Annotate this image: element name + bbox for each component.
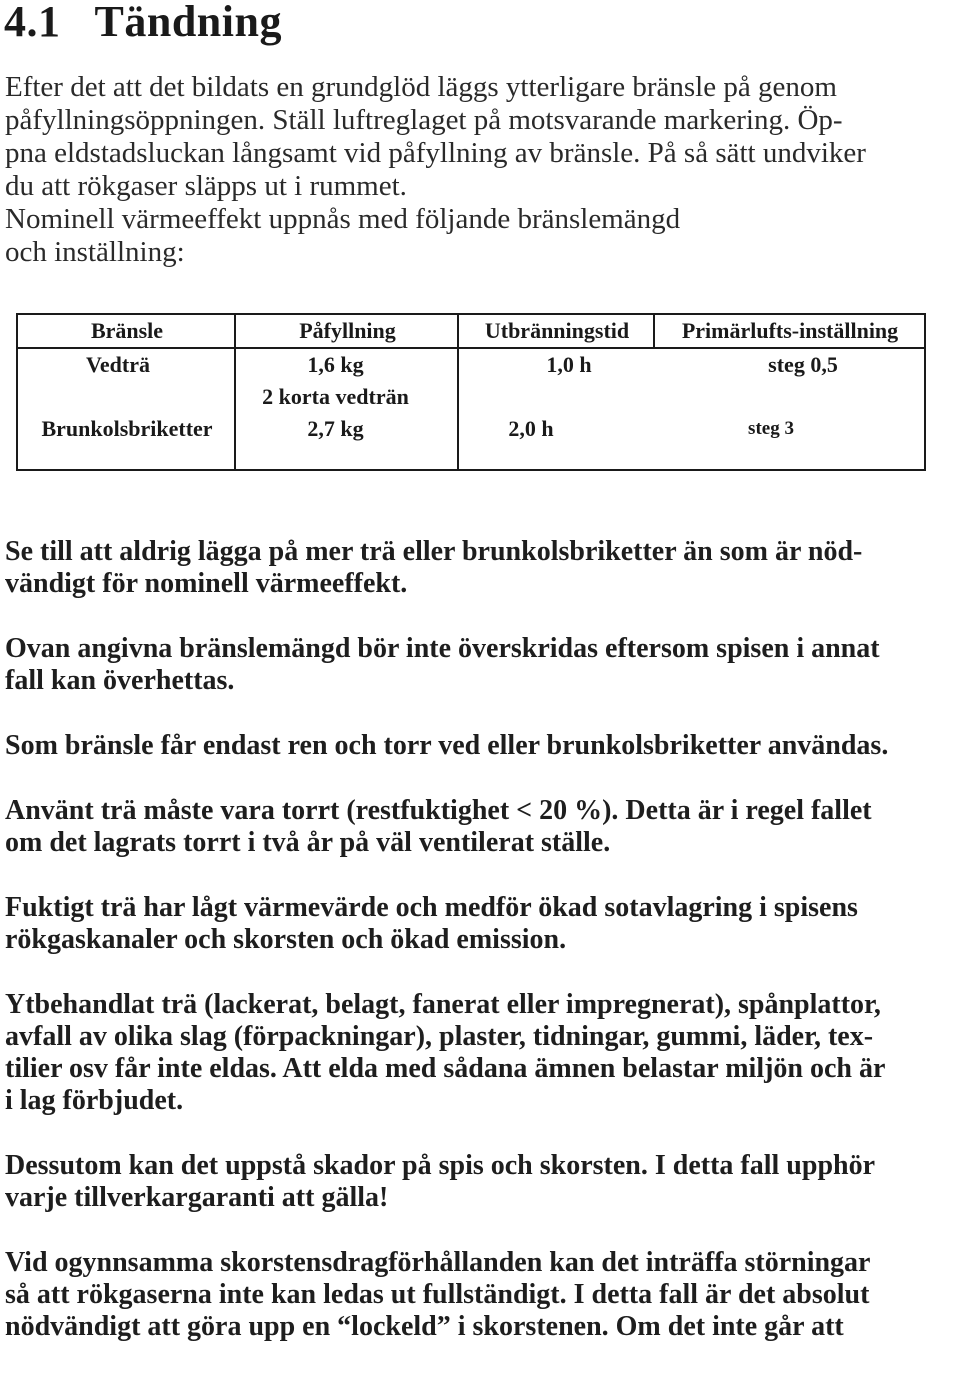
fuel-table: [16, 313, 926, 471]
section-title: Tändning: [94, 0, 282, 46]
intro-paragraph: [5, 71, 960, 269]
text-line: påfyllningsöppningen. Ställ luftreglaget på motsvarande markering. Öp-: [5, 104, 843, 136]
section-heading: [4, 0, 282, 44]
paragraph: [5, 633, 955, 697]
text-line: så att rökgaserna inte kan ledas ut fullständigt. I detta fall är det absolut: [5, 1279, 870, 1310]
text-line: pna eldstadsluckan långsamt vid påfyllning av bränsle. På så sätt undviker: [5, 137, 866, 169]
table-header-fuel: Bränsle: [90, 318, 164, 343]
table-cell-setting: steg 3: [748, 418, 794, 439]
table-header-divider: [18, 347, 924, 349]
text-line: fall kan överhettas.: [5, 665, 235, 696]
section-number: 4.1: [4, 0, 61, 46]
paragraph: [5, 892, 955, 956]
table-header-fill: Påfyllning: [299, 318, 396, 343]
text-line: varje tillverkargaranti att gälla!: [5, 1182, 389, 1213]
table-cell-fill: 2,7 kg: [307, 416, 364, 441]
paragraph: [5, 795, 955, 859]
text-line: Se till att aldrig lägga på mer trä eller brunkolsbriketter än som är nöd-: [5, 536, 863, 567]
table-cell-fill-note: 2 korta vedträn: [262, 384, 409, 409]
text-line: Fuktigt trä har lågt värmevärde och medför ökad sotavlagring i spisens: [5, 892, 858, 923]
text-line: vändigt för nominell värmeeffekt.: [5, 568, 408, 599]
text-line: Nominell värmeeffekt uppnås med följande bränslemängd: [5, 203, 681, 235]
table-cell-setting: steg 0,5: [768, 352, 838, 377]
paragraph: [5, 730, 955, 762]
table-header-primary-air: Primärlufts-inställning: [681, 318, 899, 343]
table-header-burn-time: Utbränningstid: [484, 318, 630, 343]
paragraph: [5, 1150, 955, 1214]
body-text: [5, 536, 955, 1376]
text-line: Dessutom kan det uppstå skador på spis och skorsten. I detta fall upphör: [5, 1150, 876, 1181]
text-line: rökgaskanaler och skorsten och ökad emission.: [5, 924, 567, 955]
text-line: avfall av olika slag (förpackningar), plaster, tidningar, gummi, läder, tex-: [5, 1021, 874, 1052]
table-cell-fuel: Vedträ: [86, 352, 150, 377]
text-line: i lag förbjudet.: [5, 1085, 184, 1116]
paragraph: [5, 1247, 955, 1343]
paragraph: [5, 536, 955, 600]
text-line: Som bränsle får endast ren och torr ved eller brunkolsbriketter användas.: [5, 730, 889, 761]
text-line: du att rökgaser släpps ut i rummet.: [5, 170, 407, 202]
text-line: Vid ogynnsamma skorstensdragförhållanden kan det inträffa störningar: [5, 1247, 871, 1278]
text-line: Använt trä måste vara torrt (restfuktighet < 20 %). Detta är i regel fallet: [5, 795, 872, 826]
text-line: tilier osv får inte eldas. Att elda med sådana ämnen belastar miljön och är: [5, 1053, 886, 1084]
table-cell-burn-time: 2,0 h: [508, 416, 554, 441]
paragraph: [5, 989, 955, 1117]
text-line: Ytbehandlat trä (lackerat, belagt, fanerat eller impregnerat), spånplattor,: [5, 989, 881, 1020]
text-line: om det lagrats torrt i två år på väl ventilerat ställe.: [5, 827, 611, 858]
text-line: Ovan angivna bränslemängd bör inte överskridas eftersom spisen i annat: [5, 633, 880, 664]
table-cell-fill: 1,6 kg: [307, 352, 364, 377]
text-line: och inställning:: [5, 236, 185, 268]
table-cell-fuel: Brunkolsbriketter: [41, 416, 213, 441]
text-line: Efter det att det bildats en grundglöd läggs ytterligare bränsle på genom: [5, 71, 837, 103]
table-cell-burn-time: 1,0 h: [546, 352, 592, 377]
text-line: nödvändigt att göra upp en “lockeld” i skorstenen. Om det inte går att: [5, 1311, 844, 1342]
